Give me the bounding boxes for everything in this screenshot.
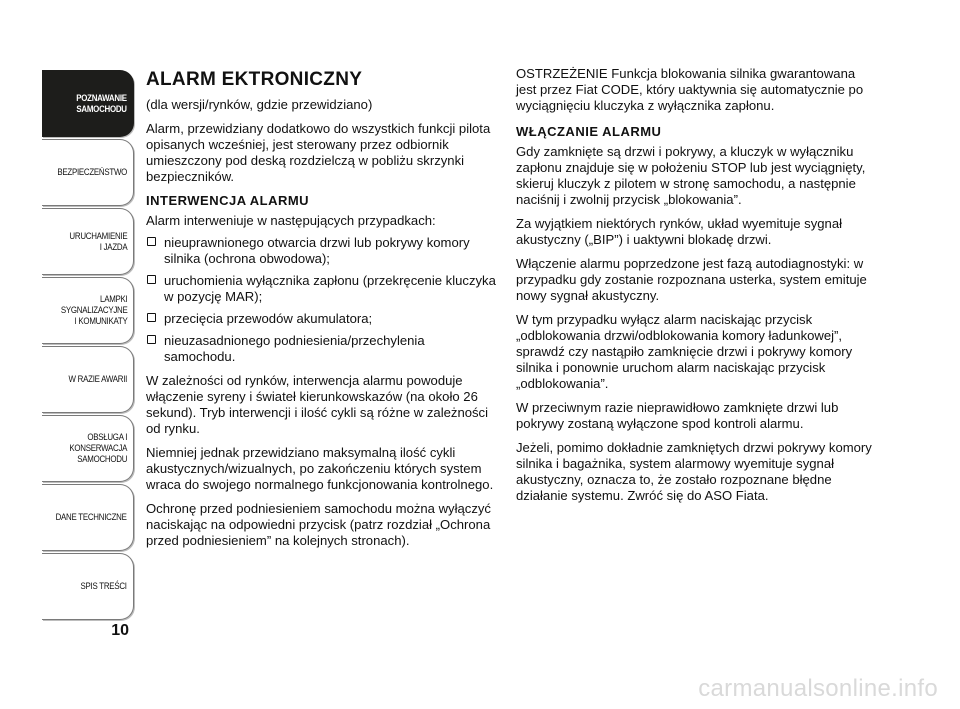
checkbox-bullet-icon	[147, 313, 156, 322]
intro-paragraph: Alarm, przewidziany dodatkowo do wszystkich funkcji pilota opisanych wcześniej, jest sterowany przez odbiornik umieszczony pod deską rozdzielczą w pobliżu skrzynki bezpieczników.	[146, 121, 491, 184]
section-intro: Alarm interweniuje w następujących przypadkach:	[146, 213, 436, 228]
tab-label: POZNAWANIE SAMOCHODU	[76, 92, 127, 114]
list-item: uruchomienia wyłącznika zapłonu (przekręcenie kluczyka w pozycję MAR);	[146, 273, 496, 305]
watermark: carmanualsonline.info	[698, 675, 938, 702]
paragraph: Włączenie alarmu poprzedzone jest fazą autodiagnostyki: w przypadku gdy zostanie rozpoznana usterka, system emituje nowy sygnał akustyczny.	[516, 256, 867, 303]
tab-bezpieczenstwo[interactable]	[42, 139, 134, 206]
section-heading: WŁĄCZANIE ALARMU	[516, 124, 662, 139]
paragraph: Za wyjątkiem niektórych rynków, układ wyemituje sygnał akustyczny („BIP”) i uaktywni blokadę drzwi.	[516, 216, 843, 247]
left-column	[146, 66, 496, 557]
section-heading: INTERWENCJA ALARMU	[146, 193, 310, 208]
checkbox-bullet-icon	[147, 275, 156, 284]
tab-uruchamienie-i-jazda[interactable]	[42, 208, 134, 275]
tab-label: LAMPKI SYGNALIZACYJNE I KOMUNIKATY	[60, 294, 127, 326]
warning-paragraph: OSTRZEŻENIE Funkcja blokowania silnika gwarantowana jest przez Fiat CODE, który uaktywnia się automatycznie po wyciągnięciu kluczyka z wyłącznika zapłonu.	[516, 66, 864, 113]
checkbox-bullet-icon	[147, 237, 156, 246]
checkbox-bullet-icon	[147, 335, 156, 344]
tab-label: DANE TECHNICZNE	[55, 512, 127, 522]
tab-label: OBSŁUGA I KONSERWACJA SAMOCHODU	[69, 432, 127, 464]
subtitle: (dla wersji/rynków, gdzie przewidziano)	[146, 97, 373, 112]
tab-label: W RAZIE AWARII	[68, 374, 127, 384]
tab-label: BEZPIECZEŃSTWO	[57, 167, 127, 177]
right-column	[516, 66, 878, 512]
chapter-tabs	[42, 70, 134, 622]
list-item: przecięcia przewodów akumulatora;	[146, 311, 496, 327]
paragraph: W zależności od rynków, interwencja alarmu powoduje włączenie syreny i świateł kierunkowskazów (na około 26 sekund). Tryb interwencji i ilość cykli są różne w zależności od rynku.	[146, 373, 489, 436]
page-number: 10	[111, 622, 129, 639]
paragraph: W tym przypadku wyłącz alarm naciskając przycisk „odblokowania drzwi/odblokowania komory ładunkowej”, sprawdź czy nastąpiło zamknięcie drzwi i pokrywy komory silnika i ponownie uruchom alarm naciskając przycisk „odblokowania”.	[516, 312, 853, 391]
page-title: ALARM EKTRONICZNY	[146, 69, 363, 90]
tab-obsluga-i-konserwacja[interactable]	[42, 415, 134, 482]
tab-w-razie-awarii[interactable]	[42, 346, 134, 413]
paragraph: Niemniej jednak przewidziano maksymalną ilość cykli akustycznych/wizualnych, po zakończeniu których system wraca do swojego normalnego funkcjonowania kontrolnego.	[146, 445, 494, 492]
paragraph: W przeciwnym razie nieprawidłowo zamknięte drzwi lub pokrywy zostaną wyłączone spod kontroli alarmu.	[516, 400, 839, 431]
list-item: nieuzasadnionego podniesienia/przechylenia samochodu.	[146, 333, 496, 365]
paragraph: Jeżeli, pomimo dokładnie zamkniętych drzwi pokrywy komory silnika i bagażnika, system alarmowy wyemituje sygnał akustyczny, oznacza to, że zostało rozpoznane błędne działanie systemu. Zwróć się do ASO Fiata.	[516, 440, 872, 503]
paragraph: Gdy zamknięte są drzwi i pokrywy, a kluczyk w wyłączniku zapłonu znajduje się w położeniu STOP lub jest wyciągnięty, skieruj kluczyk z pilotem w stronę samochodu, a następnie naciśnij i zwolnij przycisk „blokowania”.	[516, 144, 866, 207]
tab-poznawanie-samochodu[interactable]	[42, 70, 134, 137]
tab-dane-techniczne[interactable]	[42, 484, 134, 551]
tab-spis-tresci[interactable]	[42, 553, 134, 620]
tab-label: SPIS TREŚCI	[80, 581, 127, 591]
trigger-list	[146, 235, 496, 365]
tab-lampki-sygnalizacyjne[interactable]	[42, 277, 134, 344]
list-item: nieuprawnionego otwarcia drzwi lub pokrywy komory silnika (ochrona obwodowa);	[146, 235, 496, 267]
tab-label: URUCHAMIENIE I JAZDA	[69, 230, 127, 252]
paragraph: Ochronę przed podniesieniem samochodu można wyłączyć naciskając na odpowiedni przycisk (patrz rozdział „Ochrona przed podniesieniem” na kolejnych stronach).	[146, 501, 491, 548]
